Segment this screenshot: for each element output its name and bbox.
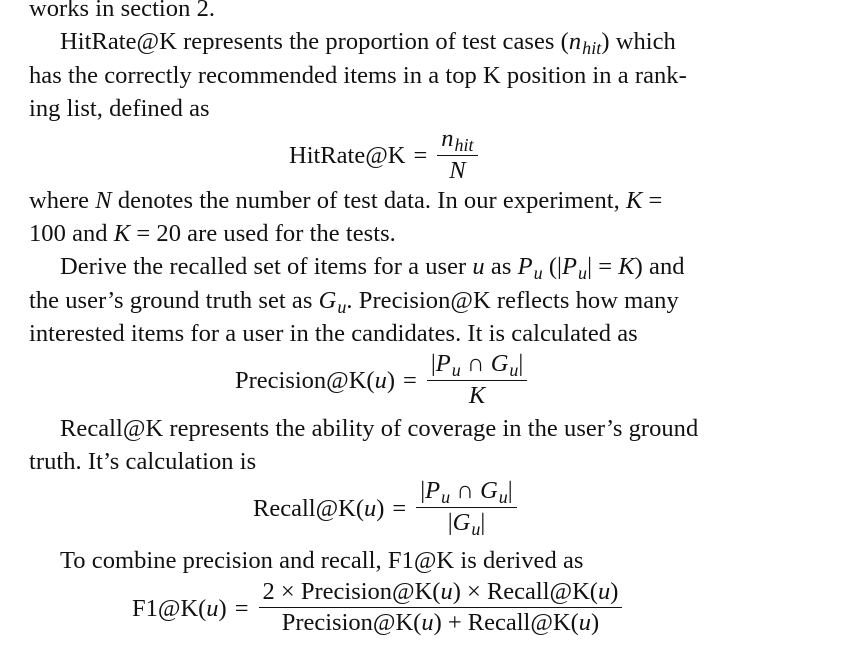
text: ) xyxy=(376,494,385,522)
text: Derive the recalled set of items for a user xyxy=(60,253,473,280)
text: | = xyxy=(587,253,619,280)
text: as xyxy=(484,253,518,280)
fraction xyxy=(437,125,477,185)
math-var: u xyxy=(440,578,453,605)
math-var: u xyxy=(421,609,434,637)
text: HitRate@K represents the proportion of test cases ( xyxy=(60,28,569,55)
text: F1@K( xyxy=(132,594,207,622)
text: ing list, defined as xyxy=(29,95,210,122)
math-var: G xyxy=(452,509,471,537)
numerator xyxy=(259,578,623,607)
equation-lhs: HitRate@K xyxy=(289,142,406,170)
text: denotes the number of test data. In our experiment, xyxy=(111,187,626,214)
fraction xyxy=(427,350,527,410)
math-subscript: u xyxy=(509,360,519,380)
math-subscript: u xyxy=(471,519,481,540)
text: ) × Recall@K( xyxy=(452,578,598,605)
text-line xyxy=(60,252,685,283)
denominator xyxy=(278,608,604,637)
text: | xyxy=(507,477,513,504)
text: truth. It’s calculation is xyxy=(29,448,257,475)
text: Precision@K( xyxy=(281,609,422,637)
text: ) and xyxy=(634,253,685,280)
math-var: G xyxy=(490,350,509,377)
text: | xyxy=(518,350,524,377)
text: where xyxy=(29,187,96,214)
math-subscript: u xyxy=(451,360,461,380)
equation-precision xyxy=(235,352,527,410)
math-var: u xyxy=(364,494,377,522)
math-subscript: u xyxy=(441,487,451,507)
text-line xyxy=(60,27,676,58)
text: | xyxy=(447,509,453,537)
math-var: K xyxy=(618,253,635,280)
math-var: u xyxy=(472,253,485,280)
numerator xyxy=(427,350,527,380)
math-var: u xyxy=(374,367,387,395)
text-line xyxy=(29,219,396,249)
text-line xyxy=(29,61,687,91)
equation-f1 xyxy=(132,580,622,637)
fraction xyxy=(416,477,516,538)
math-var: n xyxy=(568,28,582,55)
text: ) xyxy=(610,578,619,605)
equation-lhs xyxy=(253,494,384,524)
math-subscript: hit xyxy=(454,135,474,155)
math-var: P xyxy=(517,253,533,280)
text: has the correctly recommended items in a top K position in a rank- xyxy=(29,62,687,89)
math-subscript: u xyxy=(533,263,543,283)
math-var: G xyxy=(318,287,337,314)
numerator xyxy=(416,477,516,507)
math-var: u xyxy=(578,609,592,637)
text: 100 and xyxy=(29,220,114,247)
math-var: u xyxy=(206,594,219,622)
text: ) xyxy=(591,609,600,637)
equals-sign: = xyxy=(413,142,428,170)
text-line xyxy=(29,94,210,124)
text-line xyxy=(29,286,679,317)
text: Recall@K( xyxy=(253,494,364,522)
text-line xyxy=(29,447,256,477)
text: Precision@K( xyxy=(235,367,375,395)
text: 2 × Precision@K( xyxy=(262,578,441,605)
equation-recall xyxy=(253,479,517,538)
text: the user’s ground truth set as xyxy=(29,287,319,314)
numerator xyxy=(437,125,477,155)
text-line xyxy=(60,546,583,576)
math-var: P xyxy=(562,253,578,280)
math-var: G xyxy=(480,477,498,504)
text: | xyxy=(430,350,436,377)
equals-sign: = xyxy=(403,367,417,395)
denominator: K xyxy=(468,382,486,410)
math-subscript: u xyxy=(337,297,347,317)
math-var: n xyxy=(441,125,454,152)
text: . Precision@K reflects how many xyxy=(346,287,679,314)
text: ) xyxy=(218,594,227,622)
math-var: N xyxy=(95,187,112,214)
denominator xyxy=(444,508,490,538)
text: To combine precision and recall, F1@K is derived as xyxy=(60,547,584,574)
math-var: u xyxy=(597,578,611,605)
fraction xyxy=(259,578,623,637)
text: | xyxy=(420,477,426,504)
math-var: P xyxy=(435,350,451,377)
text: ) + Recall@K( xyxy=(433,609,579,637)
math-var: K xyxy=(113,220,131,247)
text: ) xyxy=(386,367,396,395)
text: Recall@K represents the ability of coverage in the user’s ground xyxy=(60,415,699,442)
math-subscript: u xyxy=(578,263,588,283)
text-line xyxy=(29,0,215,24)
text: ∩ xyxy=(450,477,481,504)
equation-lhs xyxy=(132,594,227,624)
text: = xyxy=(642,187,663,214)
text: ∩ xyxy=(460,350,491,377)
equals-sign: = xyxy=(392,494,407,522)
text: ) which xyxy=(601,28,676,55)
text: works in section 2. xyxy=(29,0,216,22)
denominator: N xyxy=(449,157,466,185)
math-subscript: u xyxy=(498,487,508,507)
equals-sign: = xyxy=(234,594,249,622)
text: | xyxy=(480,509,486,537)
text-line xyxy=(29,186,662,216)
math-var: P xyxy=(425,477,441,504)
equation-hitrate xyxy=(289,127,478,185)
math-subscript: hit xyxy=(582,38,602,58)
text: interested items for a user in the candidates. It is calculated as xyxy=(29,320,638,347)
text: = 20 are used for the tests. xyxy=(130,220,396,247)
equation-lhs xyxy=(235,366,395,396)
text-line xyxy=(60,414,698,444)
math-var: K xyxy=(625,187,643,214)
text-line xyxy=(29,319,638,349)
text: (| xyxy=(542,253,562,280)
